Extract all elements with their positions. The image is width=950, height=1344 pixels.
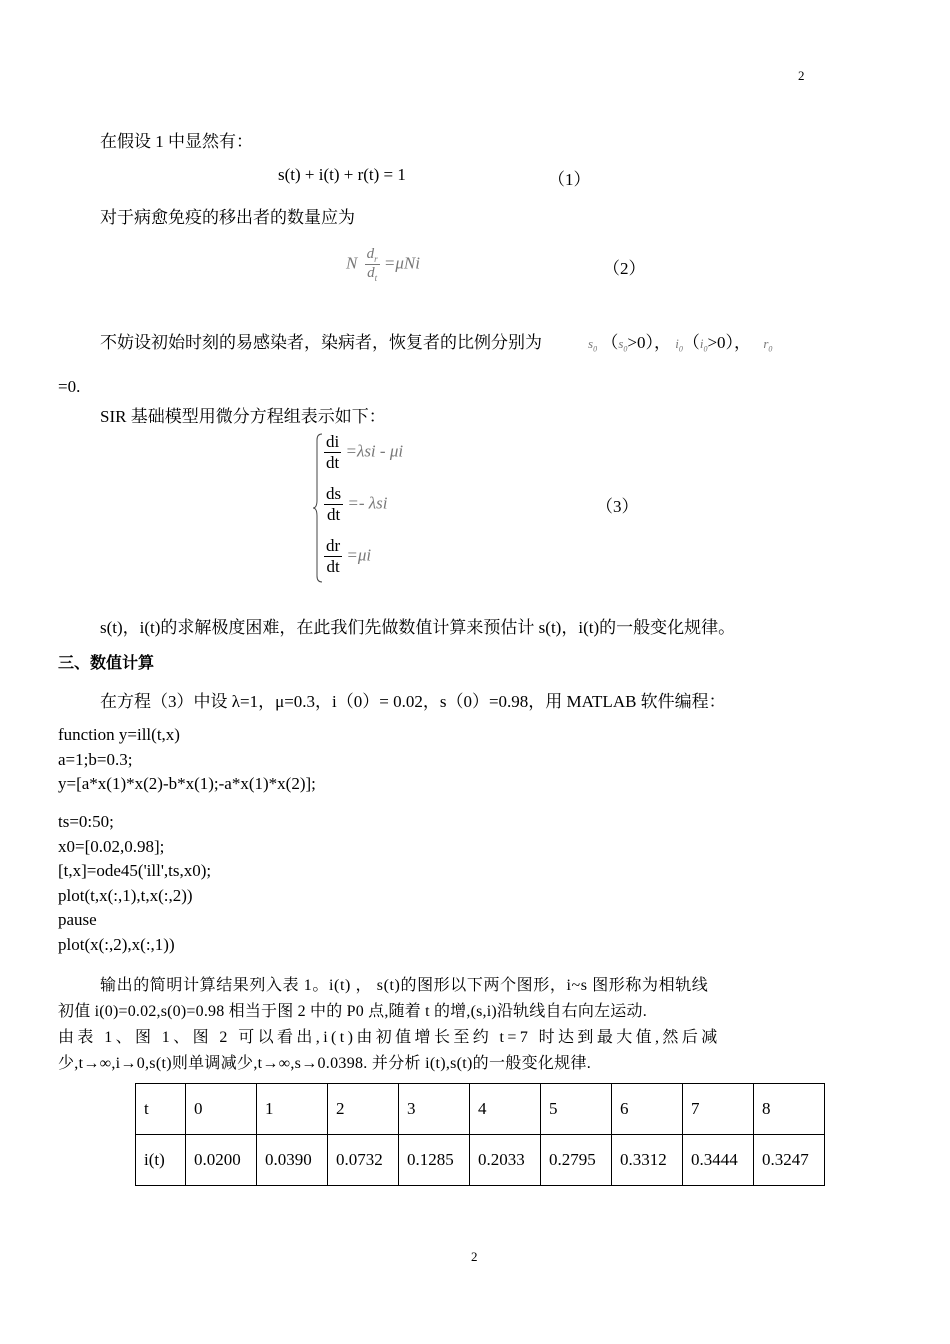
paragraph-removed: 对于病愈免疫的移出者的数量应为 <box>100 208 355 227</box>
output-line-2: 初值 i(0)=0.02,s(0)=0.98 相当于图 2 中的 P0 点,随着 t 的增,(s,i)沿轨线自右向左运动. <box>58 1003 647 1020</box>
equation-1-label: （1） <box>548 170 591 189</box>
row3-den: dt <box>326 557 340 576</box>
code-line: function y=ill(t,x) <box>58 725 180 744</box>
i0-var: i <box>675 336 679 351</box>
s0-cond-sub: 0 <box>623 344 628 354</box>
table-cell: 8 <box>754 1084 825 1135</box>
output-line-4: 少,t→∞,i→0,s(t)则单调减少,t→∞,s→0.0398. 并分析 i(t),s(t)的一般变化规律. <box>58 1055 592 1072</box>
equation-3-label: （3） <box>596 497 639 516</box>
equation-1: s(t) + i(t) + r(t) = 1 <box>278 165 406 184</box>
eq2-den-sub: t <box>374 273 378 283</box>
table-cell: 0.2033 <box>470 1135 541 1186</box>
i0-cond: >0）， <box>707 333 752 352</box>
table-row-i <box>136 1135 825 1186</box>
table-cell: 7 <box>683 1084 754 1135</box>
s0-cond-var: s <box>618 336 624 351</box>
eq2-num-sub: r <box>374 254 378 264</box>
page-number-bottom: 2 <box>471 1249 478 1264</box>
row2-rhs: =- λsi <box>347 493 388 513</box>
paragraph-assumption: 在假设 1 中显然有： <box>100 132 253 151</box>
table-cell: 0 <box>186 1084 257 1135</box>
output-line-3: 由表 1、图 1、图 2 可以看出,i(t)由初值增长至约 t=7 时达到最大值,然后减 <box>58 1029 721 1046</box>
row2-den: dt <box>326 505 341 524</box>
code-line: y=[a*x(1)*x(2)-b*x(1);-a*x(1)*x(2)]; <box>58 774 316 793</box>
table-header-cell: i(t) <box>136 1135 186 1186</box>
eq2-den: d <box>367 265 375 281</box>
s0-sub: 0 <box>593 344 598 354</box>
table-cell: 4 <box>470 1084 541 1135</box>
paragraph-params: 在方程（3）中设 λ=1，μ=0.3，i（0）= 0.02，s（0）=0.98，用 MATLAB 软件编程： <box>100 692 726 711</box>
table-cell: 0.3312 <box>612 1135 683 1186</box>
system-row-3 <box>324 536 371 577</box>
paragraph-difficulty: s(t)，i(t)的求解极度困难，在此我们先做数值计算来预估计 s(t)，i(t)的一般变化规律。 <box>100 618 736 637</box>
table-row-t <box>136 1084 825 1135</box>
table-cell: 0.0390 <box>257 1135 328 1186</box>
paragraph-initial <box>100 328 542 353</box>
eq2-fraction <box>365 246 380 283</box>
system-row-1 <box>324 432 403 473</box>
s0-paren: （ <box>601 333 619 352</box>
table-cell: 1 <box>257 1084 328 1135</box>
row3-num: dr <box>326 536 341 555</box>
code-line: ts=0:50; <box>58 812 114 831</box>
system-row-2 <box>324 484 387 525</box>
table-cell: 0.2795 <box>541 1135 612 1186</box>
i0-cond-sub: 0 <box>703 344 708 354</box>
equation-2-label: （2） <box>603 259 646 278</box>
table-cell: 2 <box>328 1084 399 1135</box>
table-cell: 0.1285 <box>399 1135 470 1186</box>
code-line: pause <box>58 910 97 929</box>
table-header-cell: t <box>136 1084 186 1135</box>
section-heading: 三、数值计算 <box>58 653 155 672</box>
s0-cond: >0）， <box>627 333 671 352</box>
row1-rhs: =λsi - μi <box>345 441 404 461</box>
table-cell: 0.0732 <box>328 1135 399 1186</box>
r0-sub: 0 <box>768 344 773 354</box>
equation-2 <box>346 246 420 283</box>
table-cell: 6 <box>612 1084 683 1135</box>
page-number-top: 2 <box>798 68 805 83</box>
output-line-1: 输出的简明计算结果列入表 1。i(t) ， s(t)的图形以下两个图形，i~s 图形称为相轨线 <box>100 977 709 994</box>
eq2-rhs: =μNi <box>383 253 420 273</box>
code-line: plot(t,x(:,1),t,x(:,2)) <box>58 885 193 905</box>
equation-system <box>312 432 462 584</box>
table-cell: 3 <box>399 1084 470 1135</box>
code-line: [t,x]=ode45('ill',ts,x0); <box>58 861 212 880</box>
paragraph-sir: SIR 基础模型用微分方程组表示如下： <box>100 407 386 426</box>
initial-vars <box>588 328 772 354</box>
eq2-left: N <box>346 253 358 273</box>
results-table <box>135 1083 825 1186</box>
code-line: x0=[0.02,0.98]; <box>58 836 165 856</box>
table-cell: 0.0200 <box>186 1135 257 1186</box>
code-line: plot(x(:,2),x(:,1)) <box>58 934 175 954</box>
table-cell: 5 <box>541 1084 612 1135</box>
i0-cond-var: i <box>699 336 704 351</box>
i0-paren: （ <box>682 333 700 352</box>
r0-var: r <box>763 336 769 351</box>
code-block-1 <box>58 723 316 797</box>
row3-rhs: =μi <box>346 545 372 565</box>
row1-num: di <box>326 432 340 451</box>
eq2-num: d <box>366 246 375 262</box>
code-line: a=1;b=0.3; <box>58 749 133 769</box>
table-cell: 0.3247 <box>754 1135 825 1186</box>
paragraph-initial-tail: =0. <box>58 377 81 396</box>
row2-num: ds <box>326 484 342 503</box>
row1-den: dt <box>326 453 340 472</box>
initial-text: 不妨设初始时刻的易感染者，染病者，恢复者的比例分别为 <box>100 333 542 352</box>
s0-var: s <box>588 336 594 351</box>
code-block-2 <box>58 810 211 957</box>
i0-sub: 0 <box>678 344 683 354</box>
table-cell: 0.3444 <box>683 1135 754 1186</box>
